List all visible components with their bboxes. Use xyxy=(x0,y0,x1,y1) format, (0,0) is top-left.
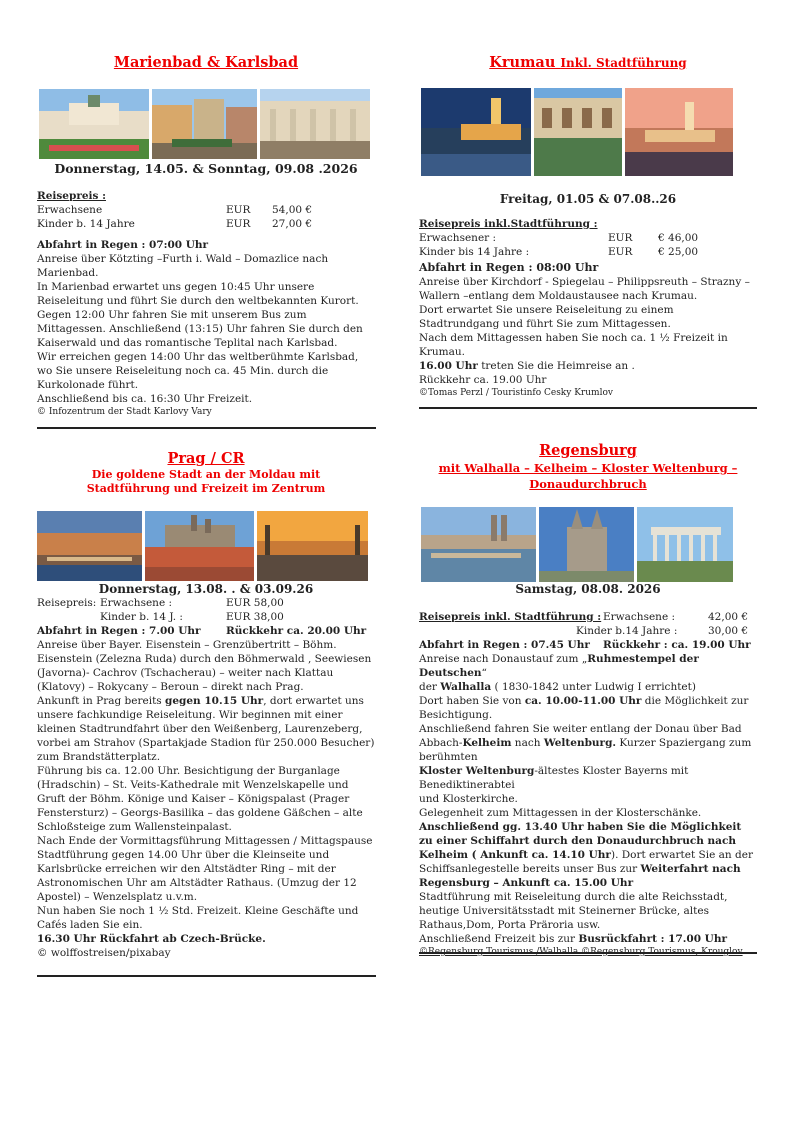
krumau-return-time: 16.00 Uhr xyxy=(419,360,478,372)
regensburg-child-amount: 30,00 € xyxy=(708,625,749,637)
section-marienbad xyxy=(37,54,375,418)
price-amount: EUR 38,00 xyxy=(226,611,284,623)
regensburg-body: Stadtführung mit Reiseleitung durch die alte Reichsstadt, heutige Universitätsstadt mit Steinerner Brücke, altes Rathaus,Dom, Porta Präroria usw. xyxy=(419,891,728,931)
marienbad-price-row xyxy=(37,203,375,217)
prag-credit: © wolffostreisen/pixabay xyxy=(37,947,171,959)
price-currency: EUR xyxy=(608,232,633,244)
krumau-departure: Abfahrt in Regen : 08:00 Uhr xyxy=(419,261,599,274)
krumau-title-suffix: Inkl. Stadtführung xyxy=(560,56,687,70)
text-span: Ruhmestempel der Deutschen xyxy=(419,653,699,679)
marienbad-body: Wir erreichen gegen 14:00 Uhr das weltberühmte Karlsbad, wo Sie unsere Reiseleitung noch ca. 45 Min. durch die Kurkolonade führt. xyxy=(37,351,359,391)
krumau-body: Nach dem Mittagessen haben Sie noch ca. 1 ½ Freizeit in Krumau. xyxy=(419,332,728,358)
marienbad-price-row xyxy=(37,217,375,231)
marienbad-photo-3 xyxy=(260,89,370,159)
krumau-credit: ©Tomas Perzl / Touristinfo Cesky Krumlov xyxy=(419,388,613,398)
krumau-return-2: Rückkehr ca. 19.00 Uhr xyxy=(419,374,547,386)
regensburg-photo-2 xyxy=(539,507,634,582)
marienbad-details xyxy=(37,189,375,418)
price-amount: € 46,00 xyxy=(658,232,699,244)
text-span: Kurzer Spaziergang zum berühmten xyxy=(419,737,752,763)
krumau-body: Dort erwartet Sie unsere Reiseleitung zu einem Stadtrundgang und führt Sie zum Mittagessen. xyxy=(419,304,674,330)
prag-departure: Abfahrt in Regen : 7.00 Uhr xyxy=(37,625,201,637)
prag-times xyxy=(37,624,375,638)
regensburg-body xyxy=(419,680,757,694)
prag-date: Donnerstag, 13.08. . & 03.09.26 xyxy=(98,582,314,596)
regensburg-body xyxy=(419,932,757,946)
krumau-return-text: treten Sie die Heimreise an . xyxy=(477,360,635,372)
prag-body: Anreise über Bayer. Eisenstein – Grenzübertritt – Böhm. Eisenstein (Zelezna Ruda) durch den Böhmerwald , Seewiesen (Javorna)- Cachrov (Tschacherau) – weiter nach Klattau (Klatovy) – Rokycany – Beroun – direkt nach Prag. xyxy=(37,639,372,693)
regensburg-body xyxy=(419,722,757,764)
text-span: die Möglichkeit zur Besichtigung. xyxy=(419,695,749,721)
prag-price-row xyxy=(37,610,375,624)
divider xyxy=(37,975,376,977)
regensburg-price-row-2 xyxy=(419,624,757,638)
section-prag xyxy=(37,450,375,960)
regensburg-date: Samstag, 08.08. 2026 xyxy=(515,582,661,596)
text-span: Anschließend gg. 13.40 Uhr haben Sie die Möglichkeit zu einer Schiffahrt durch den Donaudurchbruch nach Kelheim ( Ankunft ca. 14.10 Uhr xyxy=(419,821,742,861)
regensburg-photo-3 xyxy=(637,507,733,582)
text-span: “ xyxy=(481,667,487,679)
regensburg-return: Rückkehr : ca. 19.00 Uhr xyxy=(603,639,751,651)
krumau-photo-1 xyxy=(421,88,531,176)
text-span: -ältestes Kloster Bayerns mit Benediktinerabtei xyxy=(419,765,689,791)
prag-photo-3 xyxy=(257,511,368,581)
regensburg-body xyxy=(419,652,757,680)
price-label: Kinder bis 14 Jahre : xyxy=(419,246,530,258)
krumau-title xyxy=(419,54,757,72)
marienbad-photo-2 xyxy=(152,89,257,159)
price-currency: EUR xyxy=(226,218,251,230)
prag-photo-2 xyxy=(145,511,254,581)
krumau-price-row xyxy=(419,231,757,245)
price-label: Erwachsene : xyxy=(100,597,173,609)
text-span: Kloster Weltenburg xyxy=(419,765,535,777)
price-label: Erwachsener : xyxy=(419,232,497,244)
krumau-price-label: Reisepreis inkl.Stadtführung : xyxy=(419,218,598,230)
text-span: Weiterfahrt nach Regensburg – Ankunft ca. 15.00 Uhr xyxy=(419,863,741,889)
prag-body-2a: Ankunft in Prag bereits xyxy=(37,695,166,707)
text-span: Walhalla xyxy=(440,681,492,693)
text-span: Anschließend Freizeit bis zur xyxy=(419,933,579,945)
marienbad-title: Marienbad & Karlsbad xyxy=(113,54,299,71)
krumau-photo-2 xyxy=(534,88,622,176)
section-krumau xyxy=(419,54,757,399)
krumau-price-row xyxy=(419,245,757,259)
regensburg-adult-amount: 42,00 € xyxy=(708,611,749,623)
price-currency: EUR xyxy=(608,246,633,258)
prag-subtitle: Die goldene Stadt an der Moldau mit Stadtführung und Freizeit im Zentrum xyxy=(86,468,326,495)
divider xyxy=(37,427,376,429)
text-span: Kelheim xyxy=(462,737,512,749)
regensburg-subtitle: mit Walhalla – Kelheim – Kloster Weltenburg – Donaudurchbruch xyxy=(438,461,738,491)
prag-body xyxy=(37,694,375,764)
marienbad-photo-1 xyxy=(39,89,149,159)
prag-details xyxy=(37,596,375,960)
text-span: nach xyxy=(511,737,544,749)
regensburg-title: Regensburg xyxy=(539,442,637,459)
text-span: ). Dort erwartet Sie an der Schiffsanlegestelle bereits unser Bus zur xyxy=(419,849,753,875)
regensburg-body xyxy=(419,694,757,722)
price-amount: 54,00 € xyxy=(272,204,313,216)
regensburg-child-label: Kinder b.14 Jahre : xyxy=(576,625,678,637)
prag-photos xyxy=(37,511,375,581)
krumau-body: Anreise über Kirchdorf - Spiegelau – Philippsreuth – Strazny – Wallern –entlang dem Moldaustausee nach Krumau. xyxy=(419,276,750,302)
price-currency: EUR xyxy=(226,204,251,216)
regensburg-body xyxy=(419,764,757,792)
regensburg-body xyxy=(419,820,757,890)
regensburg-body: Gelegenheit zum Mittagessen in der Klosterschänke. xyxy=(419,807,702,819)
krumau-photo-3 xyxy=(625,88,733,176)
regensburg-price-row-1 xyxy=(419,610,757,624)
text-span: ( 1830-1842 unter Ludwig I errichtet) xyxy=(491,681,696,693)
price-amount: EUR 58,00 xyxy=(226,597,284,609)
divider xyxy=(419,407,757,409)
text-span: Anschließend fahren Sie weiter entlang der Donau über Bad Abbach- xyxy=(419,723,742,749)
marienbad-body: Anreise über Kötzting –Furth i. Wald – Domazlice nach Marienbad. xyxy=(37,253,329,279)
krumau-return xyxy=(419,359,757,373)
price-label: Erwachsene xyxy=(37,204,103,216)
prag-title: Prag / CR xyxy=(167,450,245,467)
regensburg-photos xyxy=(421,507,757,582)
text-span: Busrückfahrt : 17.00 Uhr xyxy=(578,933,727,945)
divider xyxy=(419,952,757,954)
marienbad-date: Donnerstag, 14.05. & Sonntag, 09.08 .2026 xyxy=(54,161,358,176)
krumau-title-main: Krumau xyxy=(489,54,561,71)
regensburg-times xyxy=(419,638,757,652)
marienbad-credit: © Infozentrum der Stadt Karlovy Vary xyxy=(37,407,212,417)
prag-price-row xyxy=(37,596,375,610)
krumau-details xyxy=(419,217,757,399)
prag-price-intro: Reisepreis: xyxy=(37,597,97,609)
regensburg-adult-label: Erwachsene : xyxy=(603,611,676,623)
text-span: ca. 10.00-11.00 Uhr xyxy=(524,695,642,707)
prag-body-2b: gegen 10.15 Uhr xyxy=(165,695,264,707)
prag-photo-1 xyxy=(37,511,142,581)
krumau-date: Freitag, 01.05 & 07.08..26 xyxy=(499,192,677,206)
text-span: der xyxy=(419,681,441,693)
regensburg-body: und Klosterkirche. xyxy=(419,793,518,805)
marienbad-price-label: Reisepreis : xyxy=(37,190,106,202)
price-label: Kinder b. 14 J. : xyxy=(100,611,183,623)
section-regensburg xyxy=(419,442,757,958)
regensburg-price-label: Reisepreis inkl. Stadtführung : xyxy=(419,611,602,623)
text-span: Anreise nach Donaustauf zum „ xyxy=(419,653,588,665)
regensburg-details xyxy=(419,610,757,958)
prag-final: 16.30 Uhr Rückfahrt ab Czech-Brücke. xyxy=(37,933,266,945)
prag-body: Führung bis ca. 12.00 Uhr. Besichtigung der Burganlage (Hradschin) – St. Veits-Kathedrale mit Wenzelskapelle und Gruft der Böhm. Könige und Kaiser – Königspalast (Prager Fenstersturz) – Georgs-Basilika – das goldene Gäßchen – alte Schloßsteige zum Wallensteinpalast. xyxy=(37,765,363,833)
regensburg-departure: Abfahrt in Regen : 07.45 Uhr xyxy=(419,639,590,651)
text-span: Weltenburg. xyxy=(543,737,617,749)
regensburg-photo-1 xyxy=(421,507,536,582)
text-span: Dort haben Sie von xyxy=(419,695,525,707)
prag-body: Nun haben Sie noch 1 ½ Std. Freizeit. Kleine Geschäfte und Cafés laden Sie ein. xyxy=(37,905,359,931)
marienbad-departure: Abfahrt in Regen : 07:00 Uhr xyxy=(37,239,209,251)
marienbad-body: In Marienbad erwartet uns gegen 10:45 Uhr unsere Reiseleitung und führt Sie durch den weltbekannten Kurort. Gegen 12:00 Uhr fahren Sie mit unserem Bus zum Mittagessen. Anschließend (13:15) Uhr fahren Sie durch den Kaiserwald und das romantische Teplital nach Karlsbad. xyxy=(37,281,363,349)
price-amount: € 25,00 xyxy=(658,246,699,258)
prag-body-2c: , dort erwartet uns unsere fachkundige Reiseleitung. Wir beginnen mit einer kleinen Stadtrundfahrt über den Weißenberg, Laurenzeberg, vorbei am Strahov (Spartakjade Stadion für 250.000 Besucher) zum Brandstätterplatz. xyxy=(37,695,375,763)
marienbad-photos xyxy=(39,89,375,159)
prag-return: Rückkehr ca. 20.00 Uhr xyxy=(226,625,367,637)
price-amount: 27,00 € xyxy=(272,218,313,230)
marienbad-body: Anschließend bis ca. 16:30 Uhr Freizeit. xyxy=(37,393,253,405)
prag-body: Nach Ende der Vormittagsführung Mittagessen / Mittagspause Stadtführung gegen 14.00 Uhr über die Kleinseite und Karlsbrücke erreichen wir den Altstädter Ring – mit der Astronomischen Uhr am Altstädter Rathaus. (Umzug der 12 Apostel) – Wenzelsplatz u.v.m. xyxy=(37,835,373,903)
price-label: Kinder b. 14 Jahre xyxy=(37,218,135,230)
krumau-photos xyxy=(421,88,757,176)
